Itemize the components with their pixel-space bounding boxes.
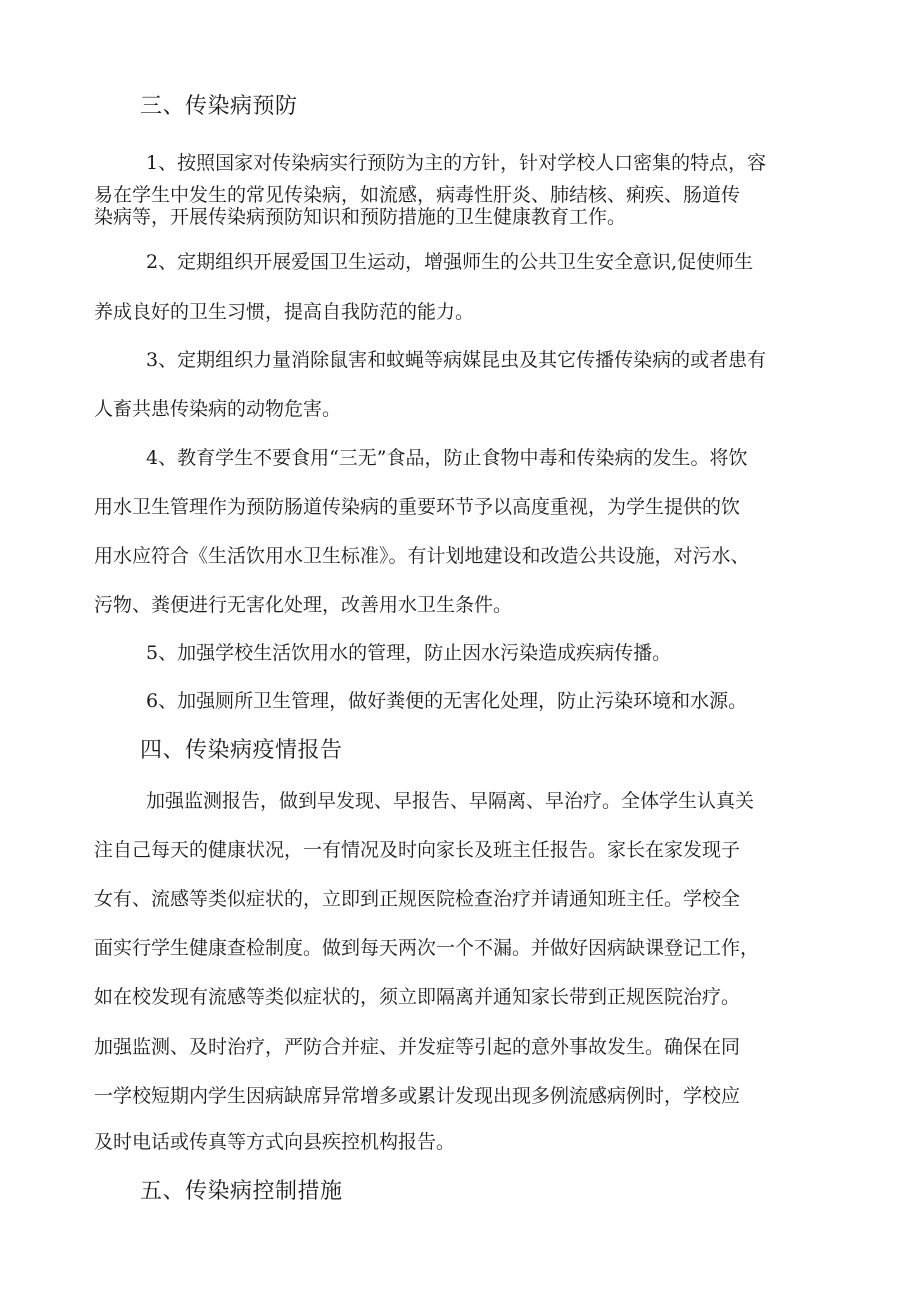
paragraph-line: 3、定期组织力量消除鼠害和蚊蝇等病媒昆虫及其它传播传染病的或者患有 <box>146 349 767 371</box>
paragraph-line: 用水卫生管理作为预防肠道传染病的重要环节予以高度重视，为学生提供的饮 <box>94 496 741 518</box>
paragraph-line: 1、按照国家对传染病实行预防为主的方针，针对学校人口密集的特点，容 <box>146 152 767 174</box>
section-heading-reporting: 四、传染病疫情报告 <box>140 738 343 763</box>
paragraph-line: 及时电话或传真等方式向县疾控机构报告。 <box>94 1131 456 1153</box>
paragraph-line: 5、加强学校生活饮用水的管理，防止因水污染造成疾病传播。 <box>146 642 672 664</box>
paragraph-line: 如在校发现有流感等类似症状的，须立即隔离并通知家长带到正规医院治疗。 <box>94 986 741 1008</box>
paragraph-line: 加强监测、及时治疗，严防合并症、并发症等引起的意外事故发生。确保在同 <box>94 1036 741 1058</box>
paragraph-line: 易在学生中发生的常见传染病，如流感，病毒性肝炎、肺结核、痢疾、肠道传 <box>94 184 741 206</box>
paragraph-line: 加强监测报告，做到早发现、早报告、早隔离、早治疗。全体学生认真关 <box>146 790 755 812</box>
paragraph-line: 养成良好的卫生习惯，提高自我防范的能力。 <box>94 301 475 323</box>
section-heading-control: 五、传染病控制措施 <box>140 1179 343 1204</box>
paragraph-line: 6、加强厕所卫生管理，做好粪便的无害化处理，防止污染环境和水源。 <box>146 690 748 712</box>
paragraph-line: 人畜共患传染病的动物危害。 <box>94 398 342 420</box>
paragraph-line: 污物、粪便进行无害化处理，改善用水卫生条件。 <box>94 594 513 616</box>
paragraph-line: 面实行学生健康查检制度。做到每天两次一个不漏。并做好因病缺课登记工作， <box>94 937 760 959</box>
paragraph-line: 一学校短期内学生因病缺席异常增多或累计发现出现多例流感病例时，学校应 <box>94 1085 741 1107</box>
paragraph-line: 4、教育学生不要食用“三无”食品，防止食物中毒和传染病的发生。将饮 <box>146 447 748 469</box>
paragraph-line: 用水应符合《生活饮用水卫生标准》。有计划地建设和改造公共设施，对污水、 <box>94 545 750 567</box>
paragraph-line: 2、定期组织开展爱国卫生运动，增强师生的公共卫生安全意识,促使师生 <box>146 251 754 273</box>
section-heading-prevention: 三、传染病预防 <box>140 94 298 119</box>
paragraph-line: 注自己每天的健康状况，一有情况及时向家长及班主任报告。家长在家发现子 <box>94 839 741 861</box>
paragraph-line: 染病等，开展传染病预防知识和预防措施的卫生健康教育工作。 <box>94 206 627 228</box>
paragraph-line: 女有、流感等类似症状的，立即到正规医院检查治疗并请通知班主任。学校全 <box>94 888 741 910</box>
